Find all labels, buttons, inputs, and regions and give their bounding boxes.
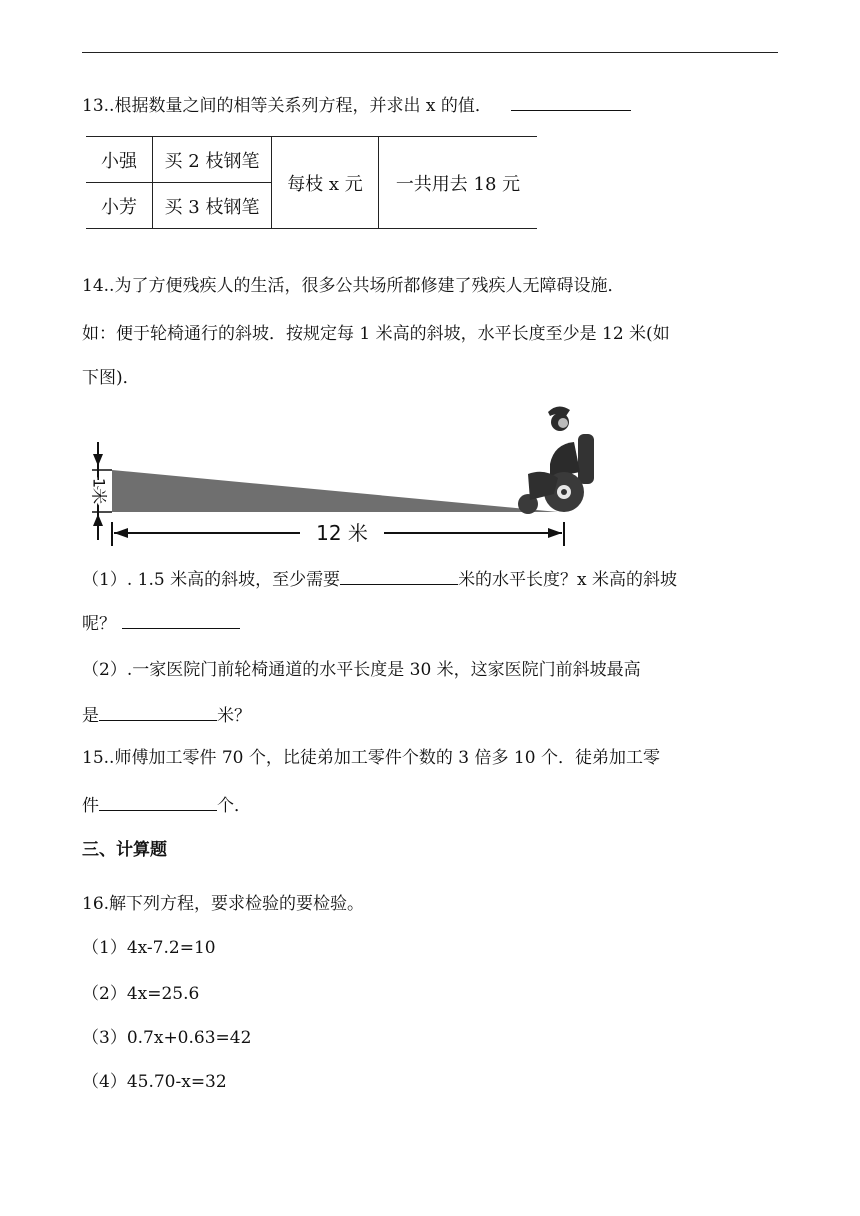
q14-sub2-line2 — [82, 702, 251, 728]
q14-line2: 如：便于轮椅通行的斜坡．按规定每 1 米高的斜坡，水平长度至少是 12 米(如 — [82, 324, 670, 344]
q14-sub1-text-b: 米的水平长度？x 米高的斜坡 — [458, 570, 678, 590]
q14-sub1-blank-1 — [340, 566, 458, 585]
q13-line — [82, 92, 631, 118]
ramp-slope — [112, 470, 558, 512]
q14-line3: 下图)． — [82, 368, 140, 388]
q13-answer-blank — [511, 92, 631, 111]
q15-text-a: 件 — [82, 796, 99, 816]
q14-sub2-text-b: 是 — [82, 706, 99, 726]
wheelchair-user-icon — [518, 406, 594, 514]
length-label: 12 米 — [316, 521, 368, 545]
height-arrow-bottom — [93, 514, 103, 526]
q14-sub1-text-a: （1）. 1.5 米高的斜坡，至少需要 — [82, 570, 341, 590]
table-cell-total: 一共用去 18 元 — [379, 137, 538, 229]
q14-sub2-blank — [99, 702, 217, 721]
q15-line1: 15..师傅加工零件 70 个，比徒弟加工零件个数的 3 倍多 10 个．徒弟加工零 — [82, 748, 660, 768]
top-rule — [82, 52, 778, 53]
q16-item-4: （4）45.70-x=32 — [82, 1072, 227, 1092]
q13-text: 13..根据数量之间的相等关系列方程，并求出 x 的值． — [82, 96, 492, 116]
q14-sub1-line2 — [82, 610, 240, 636]
q15-blank — [99, 792, 217, 811]
q16-item-1: （1）4x-7.2=10 — [82, 938, 216, 958]
q14-sub2-line: （2）.一家医院门前轮椅通道的水平长度是 30 米，这家医院门前斜坡最高 — [82, 660, 641, 680]
q15-text-b: 个． — [217, 796, 251, 816]
q14-sub1-line — [82, 566, 677, 592]
q16-item-3: （3）0.7x+0.63=42 — [82, 1028, 252, 1048]
q14-line1: 14..为了方便残疾人的生活，很多公共场所都修建了残疾人无障碍设施． — [82, 276, 625, 296]
table-cell-price: 每枝 x 元 — [272, 137, 379, 229]
section-title: 三、计算题 — [82, 840, 167, 860]
table-cell-name-2: 小芳 — [86, 183, 153, 229]
q16-text: 16.解下列方程，要求检验的要检验。 — [82, 894, 365, 914]
q14-sub2-text-c: 米？ — [217, 706, 251, 726]
q16-item-2: （2）4x=25.6 — [82, 984, 200, 1004]
q14-sub1-text-c: 呢？ — [82, 614, 116, 634]
length-arrow-right — [548, 528, 562, 538]
length-arrow-left — [114, 528, 128, 538]
q13-table — [86, 136, 537, 229]
table-cell-item-1: 买 2 枝钢笔 — [153, 137, 272, 183]
table-cell-name-1: 小强 — [86, 137, 153, 183]
q15-line2 — [82, 792, 251, 818]
height-arrow-top — [93, 454, 103, 466]
q14-sub1-blank-2 — [122, 610, 240, 629]
ramp-figure — [88, 404, 618, 550]
height-label: 1米 — [89, 477, 109, 505]
table-cell-item-2: 买 3 枝钢笔 — [153, 183, 272, 229]
